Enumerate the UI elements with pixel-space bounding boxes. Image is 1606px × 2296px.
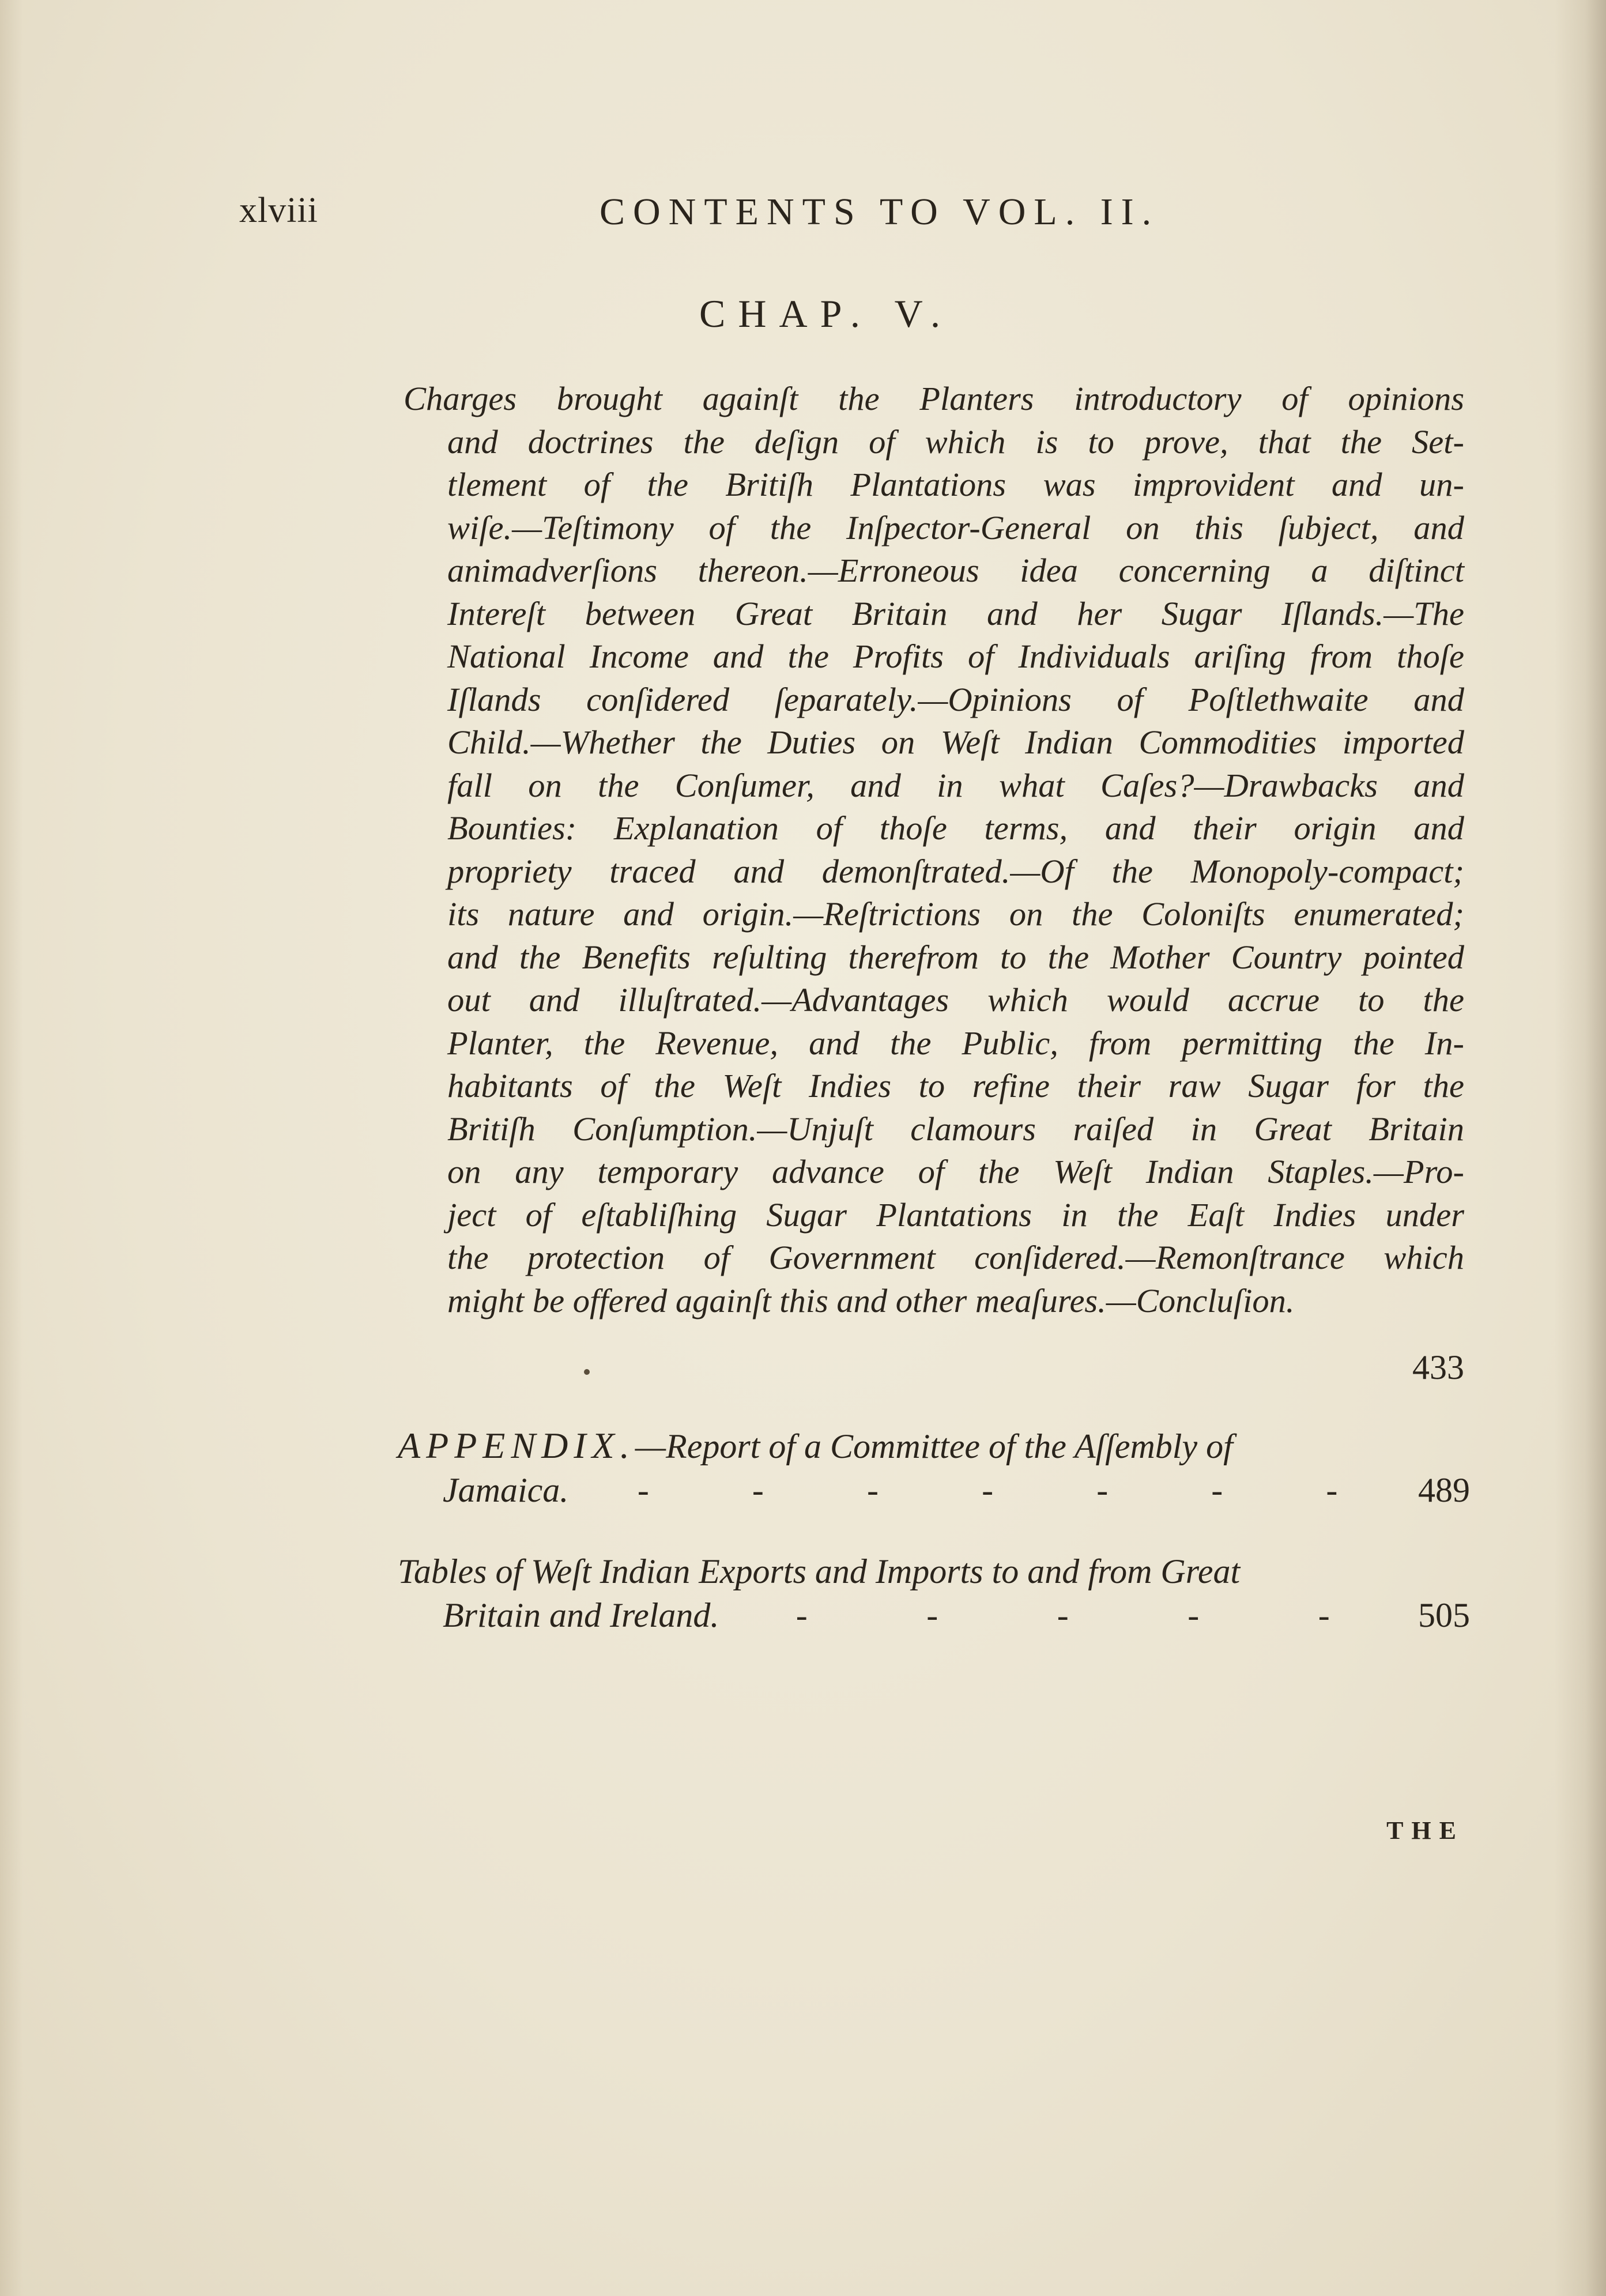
catchword: THE (1386, 1816, 1464, 1845)
page-left-edge-shading (0, 0, 23, 2296)
summary-line: wiſe.—Teſtimony of the Inſpector-General on this ſubject, and (447, 508, 1464, 546)
leader-dash: - (1326, 1471, 1338, 1509)
summary-line: tlement of the Britiſh Plantations was improvident and un- (447, 466, 1464, 503)
leader-dash: - (1057, 1596, 1069, 1634)
summary-line: National Income and the Profits of Individuals ariſing from thoſe (447, 638, 1464, 675)
leader-dash: - (637, 1471, 649, 1509)
tables-continuation: Britain and Ireland. (443, 1596, 719, 1634)
tables-page-number: 505 (1418, 1596, 1470, 1634)
page-gutter-shadow (1554, 0, 1606, 2296)
summary-line: Planter, the Revenue, and the Public, from permitting the In- (447, 1024, 1464, 1062)
leader-dash: - (1187, 1596, 1200, 1634)
page-number: xlviii (239, 191, 318, 230)
running-title: CONTENTS TO VOL. II. (600, 191, 1160, 233)
appendix-page-number: 489 (1418, 1471, 1470, 1509)
summary-line: Bounties: Explanation of thoſe terms, and their origin and (447, 809, 1464, 847)
appendix-entry (398, 1424, 1470, 1512)
summary-line: fall on the Conſumer, and in what Caſes?—Drawbacks and (447, 766, 1464, 804)
appendix-label: APPENDIX. (398, 1425, 635, 1466)
leader-dash: - (982, 1471, 994, 1509)
leader-dash: - (1211, 1471, 1223, 1509)
summary-line: the protection of Government conſidered.—Remonſtrance which (447, 1239, 1464, 1276)
appendix-entry-title-line (398, 1424, 1470, 1468)
tables-entry-page-line (398, 1593, 1470, 1637)
summary-line: its nature and origin.—Reſtrictions on the Coloniſts enumerated; (447, 895, 1464, 933)
leader-dash: - (867, 1471, 879, 1509)
leader-dash: - (796, 1596, 808, 1634)
chapter-page-number: 433 (1412, 1348, 1464, 1386)
summary-line: Child.—Whether the Duties on Weſt Indian Commodities imported (447, 723, 1464, 761)
summary-line: and doctrines the deſign of which is to prove, that the Set- (447, 423, 1464, 461)
summary-line: on any temporary advance of the Weſt Indian Staples.—Pro- (447, 1153, 1464, 1190)
leader-dash: - (1096, 1471, 1109, 1509)
appendix-entry-page-line (398, 1468, 1470, 1512)
running-header (0, 190, 1606, 242)
summary-line: Intereſt between Great Britain and her Sugar Iſlands.—The (447, 594, 1464, 632)
summary-line: habitants of the Weſt Indies to refine their raw Sugar for the (447, 1067, 1464, 1104)
chapter-summary (404, 378, 1464, 1322)
summary-line: Charges brought againſt the Planters introductory of opinions (404, 380, 1464, 417)
summary-line: Iſlands conſidered ſeparately.—Opinions of Poſtlethwaite and (447, 680, 1464, 718)
appendix-title: —Report of a Committee of the Aſſembly of (635, 1427, 1233, 1465)
appendix-leaders (568, 1468, 1407, 1512)
ink-speck (584, 1369, 590, 1375)
summary-line: out and illuſtrated.—Advantages which would accrue to the (447, 981, 1464, 1019)
leader-dash: - (752, 1471, 764, 1509)
leader-dash: - (1318, 1596, 1330, 1634)
summary-line: and the Benefits reſulting therefrom to the Mother Country pointed (447, 938, 1464, 976)
summary-line: propriety traced and demonſtrated.—Of the Monopoly-compact; (447, 852, 1464, 890)
tables-leaders (719, 1593, 1407, 1637)
summary-line: ject of eſtabliſhing Sugar Plantations in the Eaſt Indies under (447, 1196, 1464, 1234)
tables-title: Tables of Weſt Indian Exports and Imports to and from Great (398, 1552, 1241, 1590)
tables-entry (398, 1549, 1470, 1637)
appendix-continuation: Jamaica. (443, 1471, 569, 1509)
summary-line: Britiſh Conſumption.—Unjuſt clamours raiſed in Great Britain (447, 1110, 1464, 1148)
leader-dash: - (926, 1596, 938, 1634)
summary-line: animadverſions thereon.—Erroneous idea concerning a diſtinct (447, 552, 1464, 589)
chapter-heading: CHAP. V. (699, 292, 953, 335)
summary-line: might be offered againſt this and other meaſures.—Concluſion. (447, 1281, 1295, 1319)
